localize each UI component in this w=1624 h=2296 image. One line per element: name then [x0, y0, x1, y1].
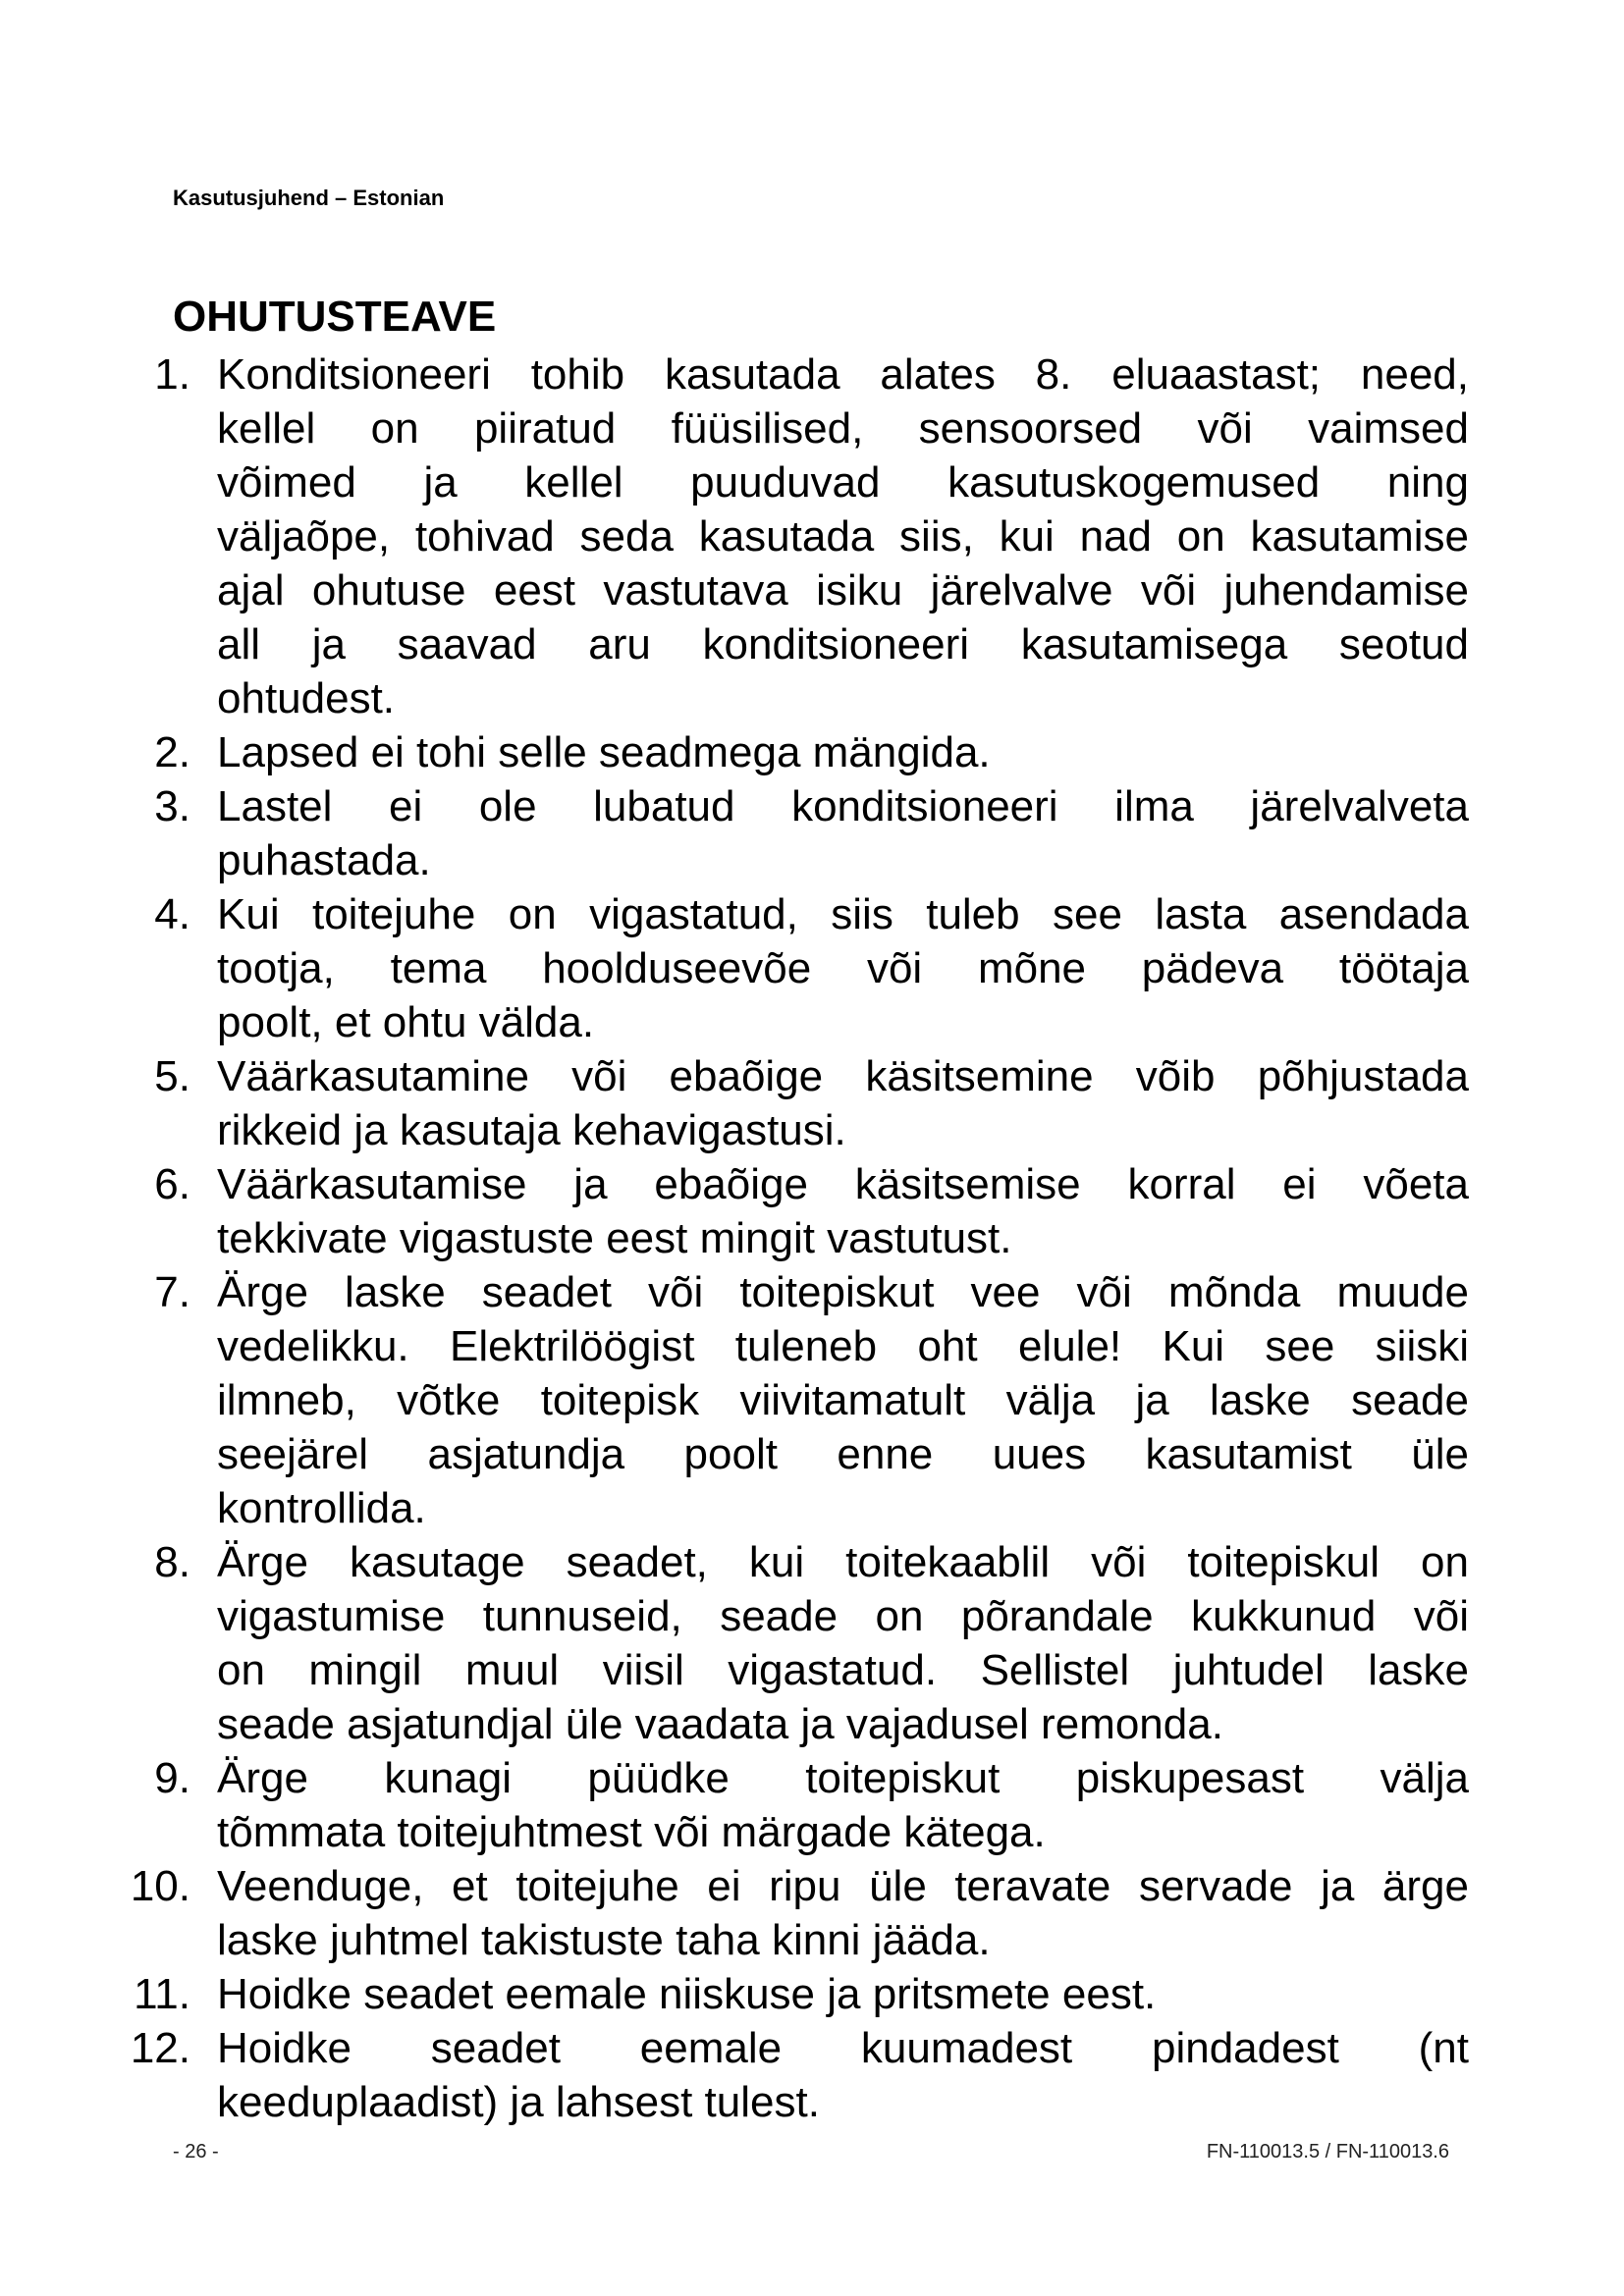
text-line: puhastada.: [217, 836, 431, 884]
page-number: - 26 -: [173, 2141, 219, 2163]
text-line: on mingil muul viisil vigastatud. Sellistel juhtudel laske: [217, 1646, 1469, 1694]
text-line: ajal ohutuse eest vastutava isiku järelvalve või juhendamise: [217, 566, 1469, 614]
text-line: kellel on piiratud füüsilised, sensoorsed või vaimsed: [217, 404, 1469, 453]
list-item: [118, 2021, 1469, 2129]
list-item: [118, 1535, 1469, 1751]
list-item: [118, 1751, 1469, 1859]
text-line: tootja, tema hoolduseevõe või mõne pädeva töötaja: [217, 944, 1469, 992]
text-line: Väärkasutamine või ebaõige käsitsemine võib põhjustada: [217, 1052, 1469, 1100]
text-line: vedelikku. Elektrilöögist tuleneb oht elule! Kui see siiski: [217, 1322, 1469, 1370]
list-item: [118, 1265, 1469, 1535]
safety-instructions-list: [118, 347, 1469, 2129]
text-line: võimed ja kellel puuduvad kasutuskogemused ning: [217, 458, 1469, 507]
text-line: Ärge kasutage seadet, kui toitekaablil või toitepiskul on: [217, 1538, 1469, 1586]
text-line: rikkeid ja kasutaja kehavigastusi.: [217, 1106, 846, 1154]
text-line: poolt, et ohtu välda.: [217, 998, 595, 1046]
list-item-number: 5.: [154, 1052, 190, 1100]
text-line: all ja saavad aru konditsioneeri kasutamisega seotud: [217, 620, 1469, 668]
list-item-number: 7.: [154, 1268, 190, 1316]
text-line: Konditsioneeri tohib kasutada alates 8. eluaastast; need,: [217, 350, 1469, 399]
text-line: ilmneb, võtke toitepisk viivitamatult välja ja laske seade: [217, 1376, 1469, 1424]
list-item: [118, 779, 1469, 887]
list-item-number: 4.: [154, 890, 190, 938]
text-line: väljaõpe, tohivad seda kasutada siis, kui nad on kasutamise: [217, 512, 1469, 561]
text-line: laske juhtmel takistuste taha kinni jääda.: [217, 1916, 991, 1964]
list-item-number: 6.: [154, 1160, 190, 1208]
text-line: vigastumise tunnuseid, seade on põrandale kukkunud või: [217, 1592, 1469, 1640]
list-item-number: 11.: [134, 1970, 190, 2018]
list-item-number: 12.: [130, 2024, 190, 2072]
list-item-number: 2.: [154, 728, 190, 776]
list-item-number: 8.: [154, 1538, 190, 1586]
text-line: Ärge kunagi püüdke toitepiskut piskupesast välja: [217, 1754, 1469, 1802]
list-item-number: 3.: [154, 782, 190, 830]
text-line: Väärkasutamise ja ebaõige käsitsemise korral ei võeta: [217, 1160, 1469, 1208]
text-line: Lastel ei ole lubatud konditsioneeri ilma järelvalveta: [217, 782, 1469, 830]
list-item-number: 9.: [154, 1754, 190, 1802]
list-item: [118, 887, 1469, 1049]
list-item-text: [217, 347, 1469, 725]
list-item-text: [217, 725, 1469, 779]
text-line: Hoidke seadet eemale kuumadest pindadest (nt: [217, 2024, 1469, 2072]
list-item-text: [217, 1967, 1469, 2021]
text-line: Kui toitejuhe on vigastatud, siis tuleb see lasta asendada: [217, 890, 1469, 938]
list-item-number: 10.: [130, 1862, 190, 1910]
list-item: [118, 347, 1469, 725]
list-item-text: [217, 1157, 1469, 1265]
list-item-text: [217, 1265, 1469, 1535]
list-item: [118, 1859, 1469, 1967]
list-item-text: [217, 1751, 1469, 1859]
list-item-text: [217, 887, 1469, 1049]
text-line: kontrollida.: [217, 1484, 426, 1532]
list-item-text: [217, 2021, 1469, 2129]
list-item-text: [217, 1535, 1469, 1751]
text-line: seade asjatundjal üle vaadata ja vajadusel remonda.: [217, 1700, 1223, 1748]
model-number: FN-110013.5 / FN-110013.6: [1206, 2141, 1449, 2163]
list-item: [118, 1157, 1469, 1265]
list-item-text: [217, 1859, 1469, 1967]
text-line: Ärge laske seadet või toitepiskut vee või mõnda muude: [217, 1268, 1469, 1316]
list-item-number: 1.: [154, 350, 190, 399]
text-line: tekkivate vigastuste eest mingit vastutust.: [217, 1214, 1012, 1262]
text-line: Veenduge, et toitejuhe ei ripu üle teravate servade ja ärge: [217, 1862, 1469, 1910]
list-item: [118, 725, 1469, 779]
list-item-text: [217, 1049, 1469, 1157]
list-item: [118, 1967, 1469, 2021]
section-heading: OHUTUSTEAVE: [173, 293, 497, 341]
text-line: seejärel asjatundja poolt enne uues kasutamist üle: [217, 1430, 1469, 1478]
text-line: keeduplaadist) ja lahsest tulest.: [217, 2078, 820, 2126]
list-item: [118, 1049, 1469, 1157]
text-line: Hoidke seadet eemale niiskuse ja pritsmete eest.: [217, 1970, 1157, 2018]
document-header: Kasutusjuhend – Estonian: [173, 186, 445, 210]
text-line: tõmmata toitejuhtmest või märgade kätega.: [217, 1808, 1046, 1856]
list-item-text: [217, 779, 1469, 887]
text-line: ohtudest.: [217, 674, 396, 722]
text-line: Lapsed ei tohi selle seadmega mängida.: [217, 728, 991, 776]
